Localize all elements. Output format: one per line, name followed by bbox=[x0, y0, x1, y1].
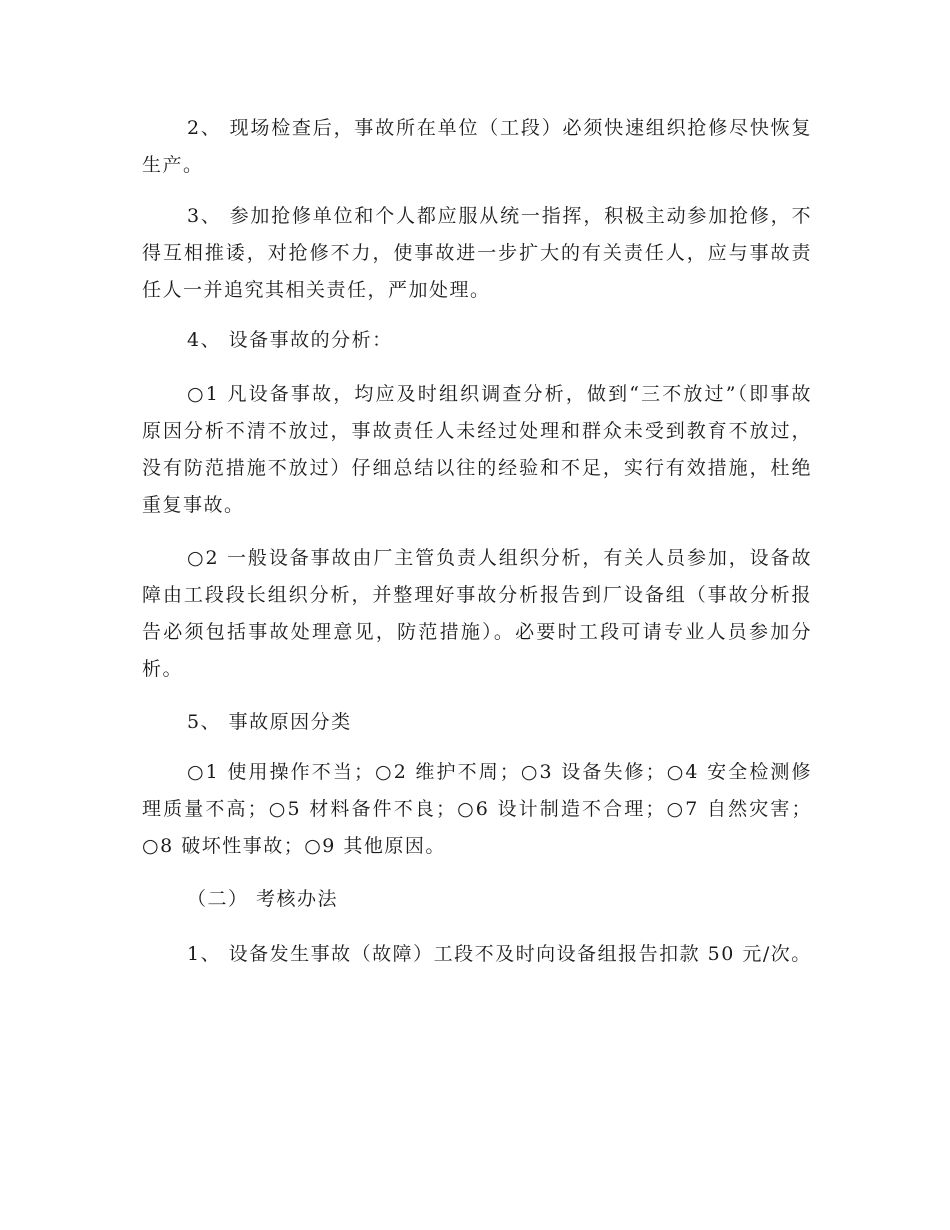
paragraph-analysis-point-2 bbox=[142, 540, 812, 688]
paragraph-text: 4、 设备事故的分析： bbox=[187, 329, 393, 351]
paragraph-text: 3、 参加抢修单位和个人都应服从统一指挥，积极主动参加抢修，不得互相推诿，对抢修不力，使事故进一步扩大的有关责任人，应与事故责任人一并追究其相关责任，严加处理。 bbox=[142, 205, 812, 301]
paragraph-assessment-item-1 bbox=[142, 936, 812, 973]
paragraph-text: 1、 设备发生事故（故障）工段不及时向设备组报告扣款 50 元/次。 bbox=[187, 943, 812, 965]
paragraph-item-3-responsibility bbox=[142, 198, 812, 309]
paragraph-item-2-repair bbox=[142, 110, 812, 184]
paragraph-text: ○2 一般设备事故由厂主管负责人组织分析，有关人员参加，设备故障由工段段长组织分析，并整理好事故分析报告到厂设备组（事故分析报告必须包括事故处理意见，防范措施）。必要时工段可请专业人员参加分析。 bbox=[142, 547, 812, 680]
paragraph-item-5-cause-heading bbox=[142, 704, 812, 741]
paragraph-text: 2、 现场检查后，事故所在单位（工段）必须快速组织抢修尽快恢复生产。 bbox=[142, 117, 812, 176]
paragraph-text: ○1 使用操作不当；○2 维护不周；○3 设备失修；○4 安全检测修理质量不高；○5 材料备件不良；○6 设计制造不合理；○7 自然灾害；○8 破坏性事故；○9 其他原因。 bbox=[142, 761, 812, 857]
section-heading-assessment bbox=[142, 881, 812, 918]
paragraph-text: 5、 事故原因分类 bbox=[187, 711, 352, 733]
paragraph-cause-list bbox=[142, 754, 812, 865]
paragraph-text: （二） 考核办法 bbox=[187, 888, 339, 910]
paragraph-analysis-point-1 bbox=[142, 376, 812, 524]
paragraph-item-4-analysis-heading bbox=[142, 322, 812, 359]
paragraph-text: ○1 凡设备事故，均应及时组织调查分析，做到“三不放过”（即事故原因分析不清不放过，事故责任人未经过处理和群众未受到教育不放过，没有防范措施不放过）仔细总结以往的经验和不足，实行有效措施，杜绝重复事故。 bbox=[142, 383, 812, 516]
